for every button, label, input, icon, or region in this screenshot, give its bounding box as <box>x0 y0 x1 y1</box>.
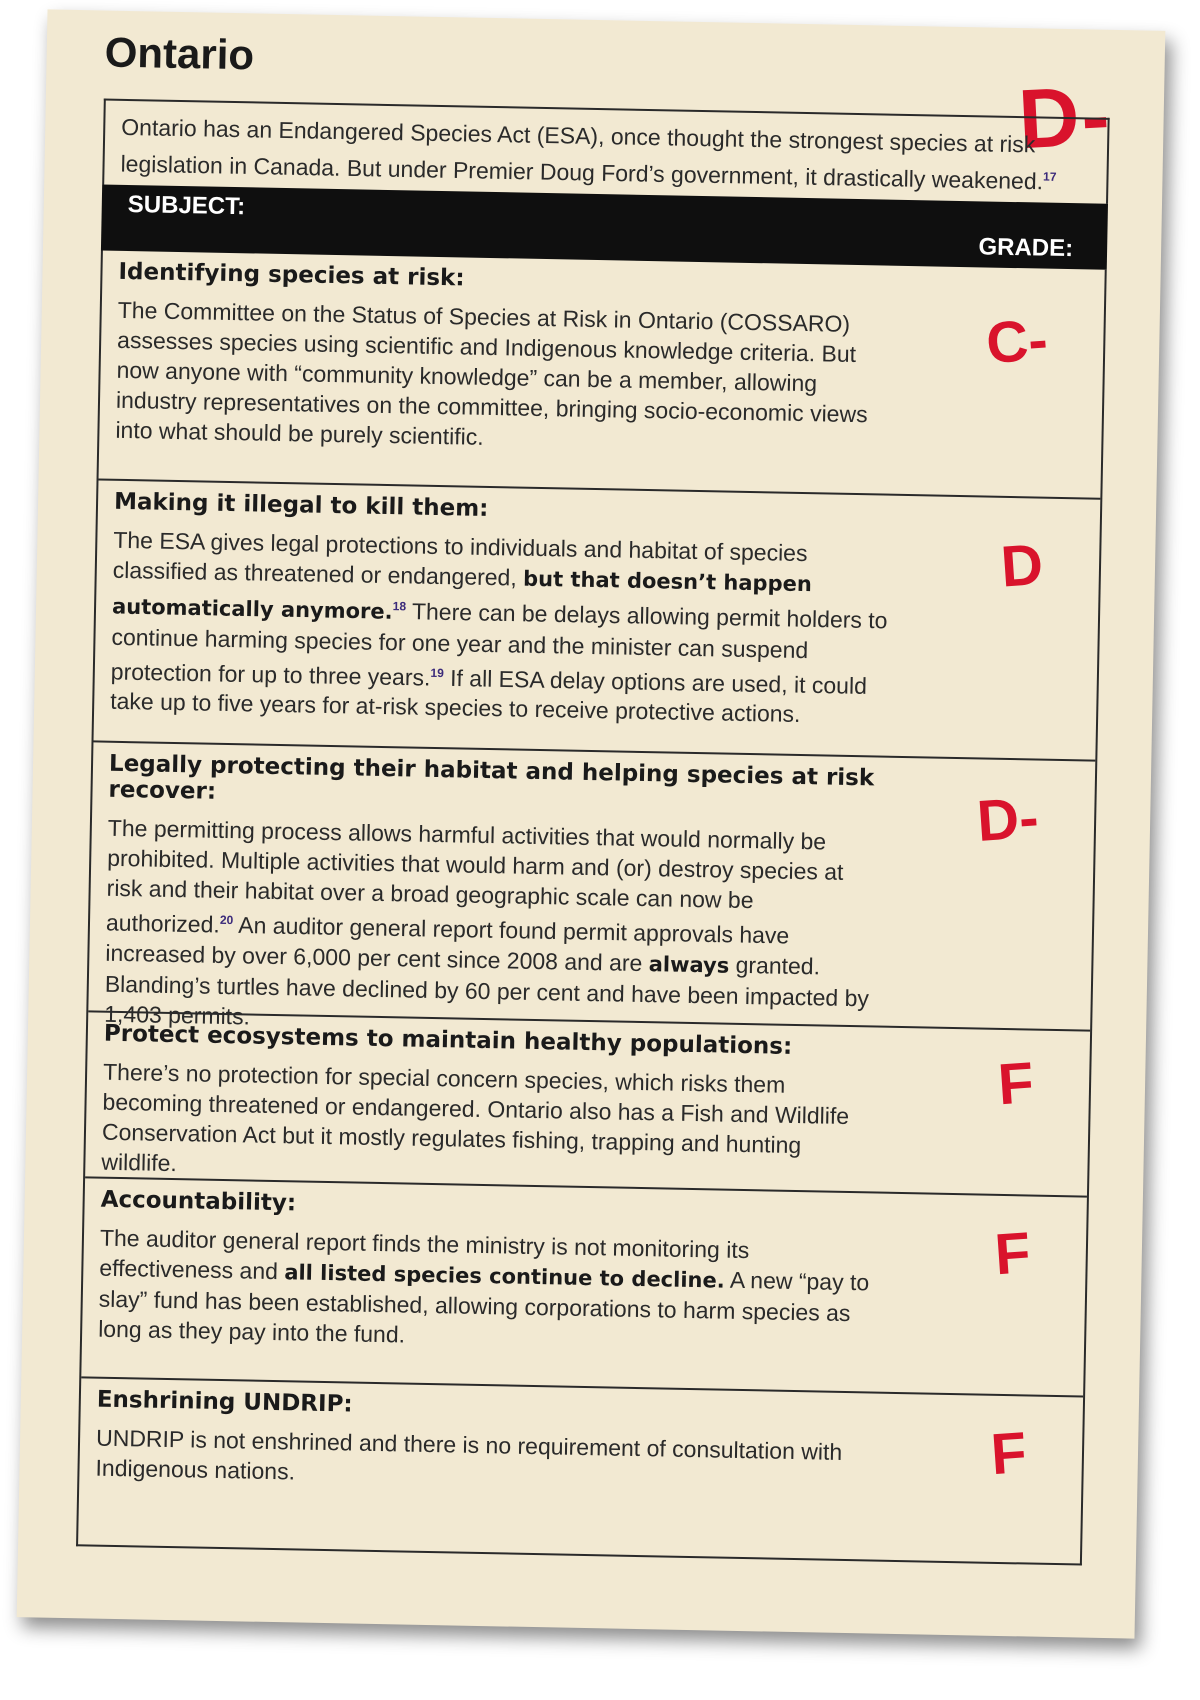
text-segment: The ESA gives legal protections to individuals and habitat of species classified as threatened or endangered, <box>112 526 808 591</box>
report-card <box>17 9 1166 1638</box>
row-subject-title: Making it illegal to kill them: <box>113 488 489 522</box>
row-grade-mark: D- <box>974 784 1041 855</box>
overall-grade-mark: D- <box>1016 67 1114 167</box>
row-grade-mark: F <box>992 1220 1032 1288</box>
page-title: Ontario <box>104 28 255 79</box>
text-segment: granted. Blanding’s turtles have declined by 60 per cent and have been impacted by 1,403 permits. <box>104 951 870 1030</box>
bold-emphasis: all listed species continue to decline. <box>284 1260 725 1293</box>
text-segment: There can be delays allowing permit holders to continue harming species for one year and the minister can suspend protection for up to three years. <box>110 598 888 691</box>
table-row <box>88 742 1095 1031</box>
text-segment: If all ESA delay options are used, it could take up to five years for at-risk species to receive protective actions. <box>110 664 868 728</box>
row-description <box>98 1223 876 1359</box>
row-grade-mark: D <box>998 531 1046 600</box>
row-subject-title: Identifying species at risk: <box>118 258 465 292</box>
table-row <box>81 1178 1087 1397</box>
row-description <box>104 813 884 1044</box>
row-description: UNDRIP is not enshrined and there is no requirement of consultation with Indigenous nations. <box>95 1424 843 1485</box>
row-description: There’s no protection for special concern species, which risks them becoming threatened or endangered. Ontario also has a Fish and Wildlife Conservation Act but it mostly regulates fishing, trapping and hunting wildlife. <box>101 1058 850 1177</box>
row-grade-mark: F <box>988 1419 1029 1488</box>
row-subject-title: Enshrining UNDRIP: <box>96 1386 353 1418</box>
footnote-ref: 20 <box>219 912 234 928</box>
table-row <box>99 251 1105 500</box>
text-segment: An auditor general report found permit approvals have increased by over 6,000 per cent since 2008 and are <box>105 911 790 976</box>
row-subject-title: Legally protecting their habitat and helping species at risk recover: <box>108 750 875 805</box>
row-subject-title: Protect ecosystems to maintain healthy populations: <box>103 1020 793 1060</box>
row-grade-mark: F <box>995 1050 1036 1118</box>
intro-text: Ontario has an Endangered Species Act (ESA), once thought the strongest species at risk legislation in Canada. But under Premier Doug Ford’s government, it drastically weakened. <box>120 113 1044 195</box>
row-grade-mark: C- <box>983 307 1050 377</box>
bold-emphasis: always <box>648 951 730 978</box>
text-segment: A new “pay to slay” fund has been established, allowing corporations to harm species as long as they pay into the fund. <box>97 1266 870 1348</box>
text-segment: The auditor general report finds the ministry is not monitoring its effectiveness and <box>99 1224 750 1285</box>
footnote-ref: 18 <box>392 599 407 614</box>
table-row <box>78 1378 1083 1565</box>
table-row <box>85 1012 1090 1197</box>
row-description: The Committee on the Status of Species at Risk in Ontario (COSSARO) assesses species using scientific and Indigenous knowledge criteria. But now anyone with “community knowledge” can be a member, allowing industry representatives on the committee, bringing socio-economic views into what should be purely scientific. <box>115 296 868 450</box>
table-row <box>93 480 1100 761</box>
row-subject-title: Accountability: <box>100 1186 297 1217</box>
grade-header: GRADE: <box>978 233 1074 263</box>
bold-emphasis: but that doesn’t happen automatically anymore. <box>111 566 813 624</box>
subject-header: SUBJECT: <box>127 190 246 221</box>
row-description <box>110 525 890 731</box>
text-segment: The permitting process allows harmful activities that would normally be prohibited. Multiple activities that would harm and (or) destroy species at risk and their habitat over a broad geographic scale can now be authorized. <box>105 814 844 938</box>
footnote-ref: 17 <box>1043 169 1057 184</box>
grades-table <box>76 250 1107 1565</box>
footnote-ref: 19 <box>430 665 444 680</box>
